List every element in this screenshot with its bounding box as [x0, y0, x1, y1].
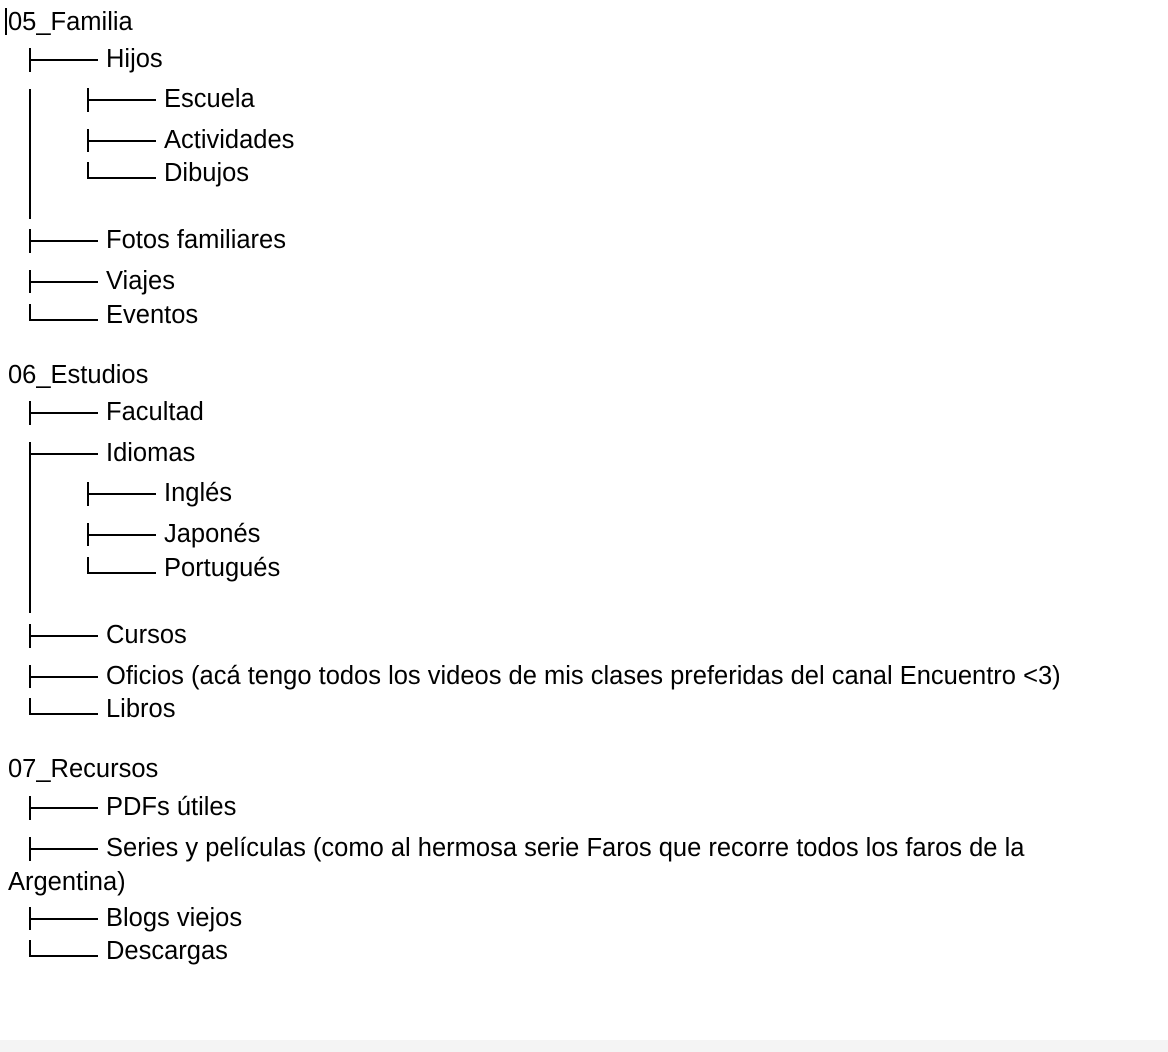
- tree-branch-line: [29, 453, 98, 455]
- folder-label: Viajes: [106, 267, 175, 295]
- tree-branch-line: [29, 940, 31, 956]
- folder-label: Eventos: [106, 301, 199, 329]
- folder-label: PDFs útiles: [106, 793, 237, 821]
- tree-branch-line: [29, 635, 98, 637]
- tree-branch-line: [29, 713, 98, 715]
- tree-branch-line: [29, 955, 98, 957]
- tree-branch-line: [87, 99, 156, 101]
- tree-branch-line: [87, 162, 89, 178]
- tree-branch-line: [29, 698, 31, 714]
- tree-branch-line: [87, 534, 156, 536]
- folder-label: Series y películas (como al hermosa serie Faros que recorre todos los faros de la: [106, 834, 1025, 862]
- tree-branch-line: [87, 572, 156, 574]
- folder-label: Facultad: [106, 398, 204, 426]
- tree-branch-line: [29, 240, 98, 242]
- folder-label: Inglés: [164, 479, 233, 507]
- tree-branch-line: [29, 918, 98, 920]
- tree-branch-line: [87, 493, 156, 495]
- tree-branch-line: [29, 281, 98, 283]
- tree-branch-line: [29, 676, 98, 678]
- folder-label-continuation: Argentina): [8, 868, 126, 896]
- folder-label: Blogs viejos: [106, 904, 243, 932]
- folder-label: Japonés: [164, 520, 261, 548]
- folder-label: Idiomas: [106, 439, 196, 467]
- tree-branch-line: [29, 807, 98, 809]
- section-title: 06_Estudios: [8, 361, 149, 389]
- folder-label: Cursos: [106, 621, 187, 649]
- tree-branch-line: [29, 89, 31, 219]
- folder-label: Oficios (acá tengo todos los videos de mis clases preferidas del canal Encuentro <3): [106, 662, 1061, 690]
- tree-branch-line: [29, 442, 31, 613]
- tree-branch-line: [87, 557, 89, 573]
- tree-branch-line: [29, 59, 98, 61]
- tree-branch-line: [29, 848, 98, 850]
- folder-label: Actividades: [164, 126, 295, 154]
- section-title: 07_Recursos: [8, 755, 159, 783]
- section-title: 05_Familia: [8, 8, 133, 36]
- folder-label: Portugués: [164, 554, 281, 582]
- folder-label: Fotos familiares: [106, 226, 286, 254]
- tree-branch-line: [87, 177, 156, 179]
- tree-branch-line: [29, 304, 31, 320]
- tree-branch-line: [29, 412, 98, 414]
- tree-branch-line: [87, 140, 156, 142]
- folder-label: Dibujos: [164, 159, 250, 187]
- folder-label: Escuela: [164, 85, 255, 113]
- tree-branch-line: [29, 319, 98, 321]
- folder-label: Libros: [106, 695, 176, 723]
- folder-label: Hijos: [106, 45, 163, 73]
- folder-label: Descargas: [106, 937, 228, 965]
- text-cursor: [5, 8, 7, 35]
- bottom-edge: [0, 1040, 1168, 1052]
